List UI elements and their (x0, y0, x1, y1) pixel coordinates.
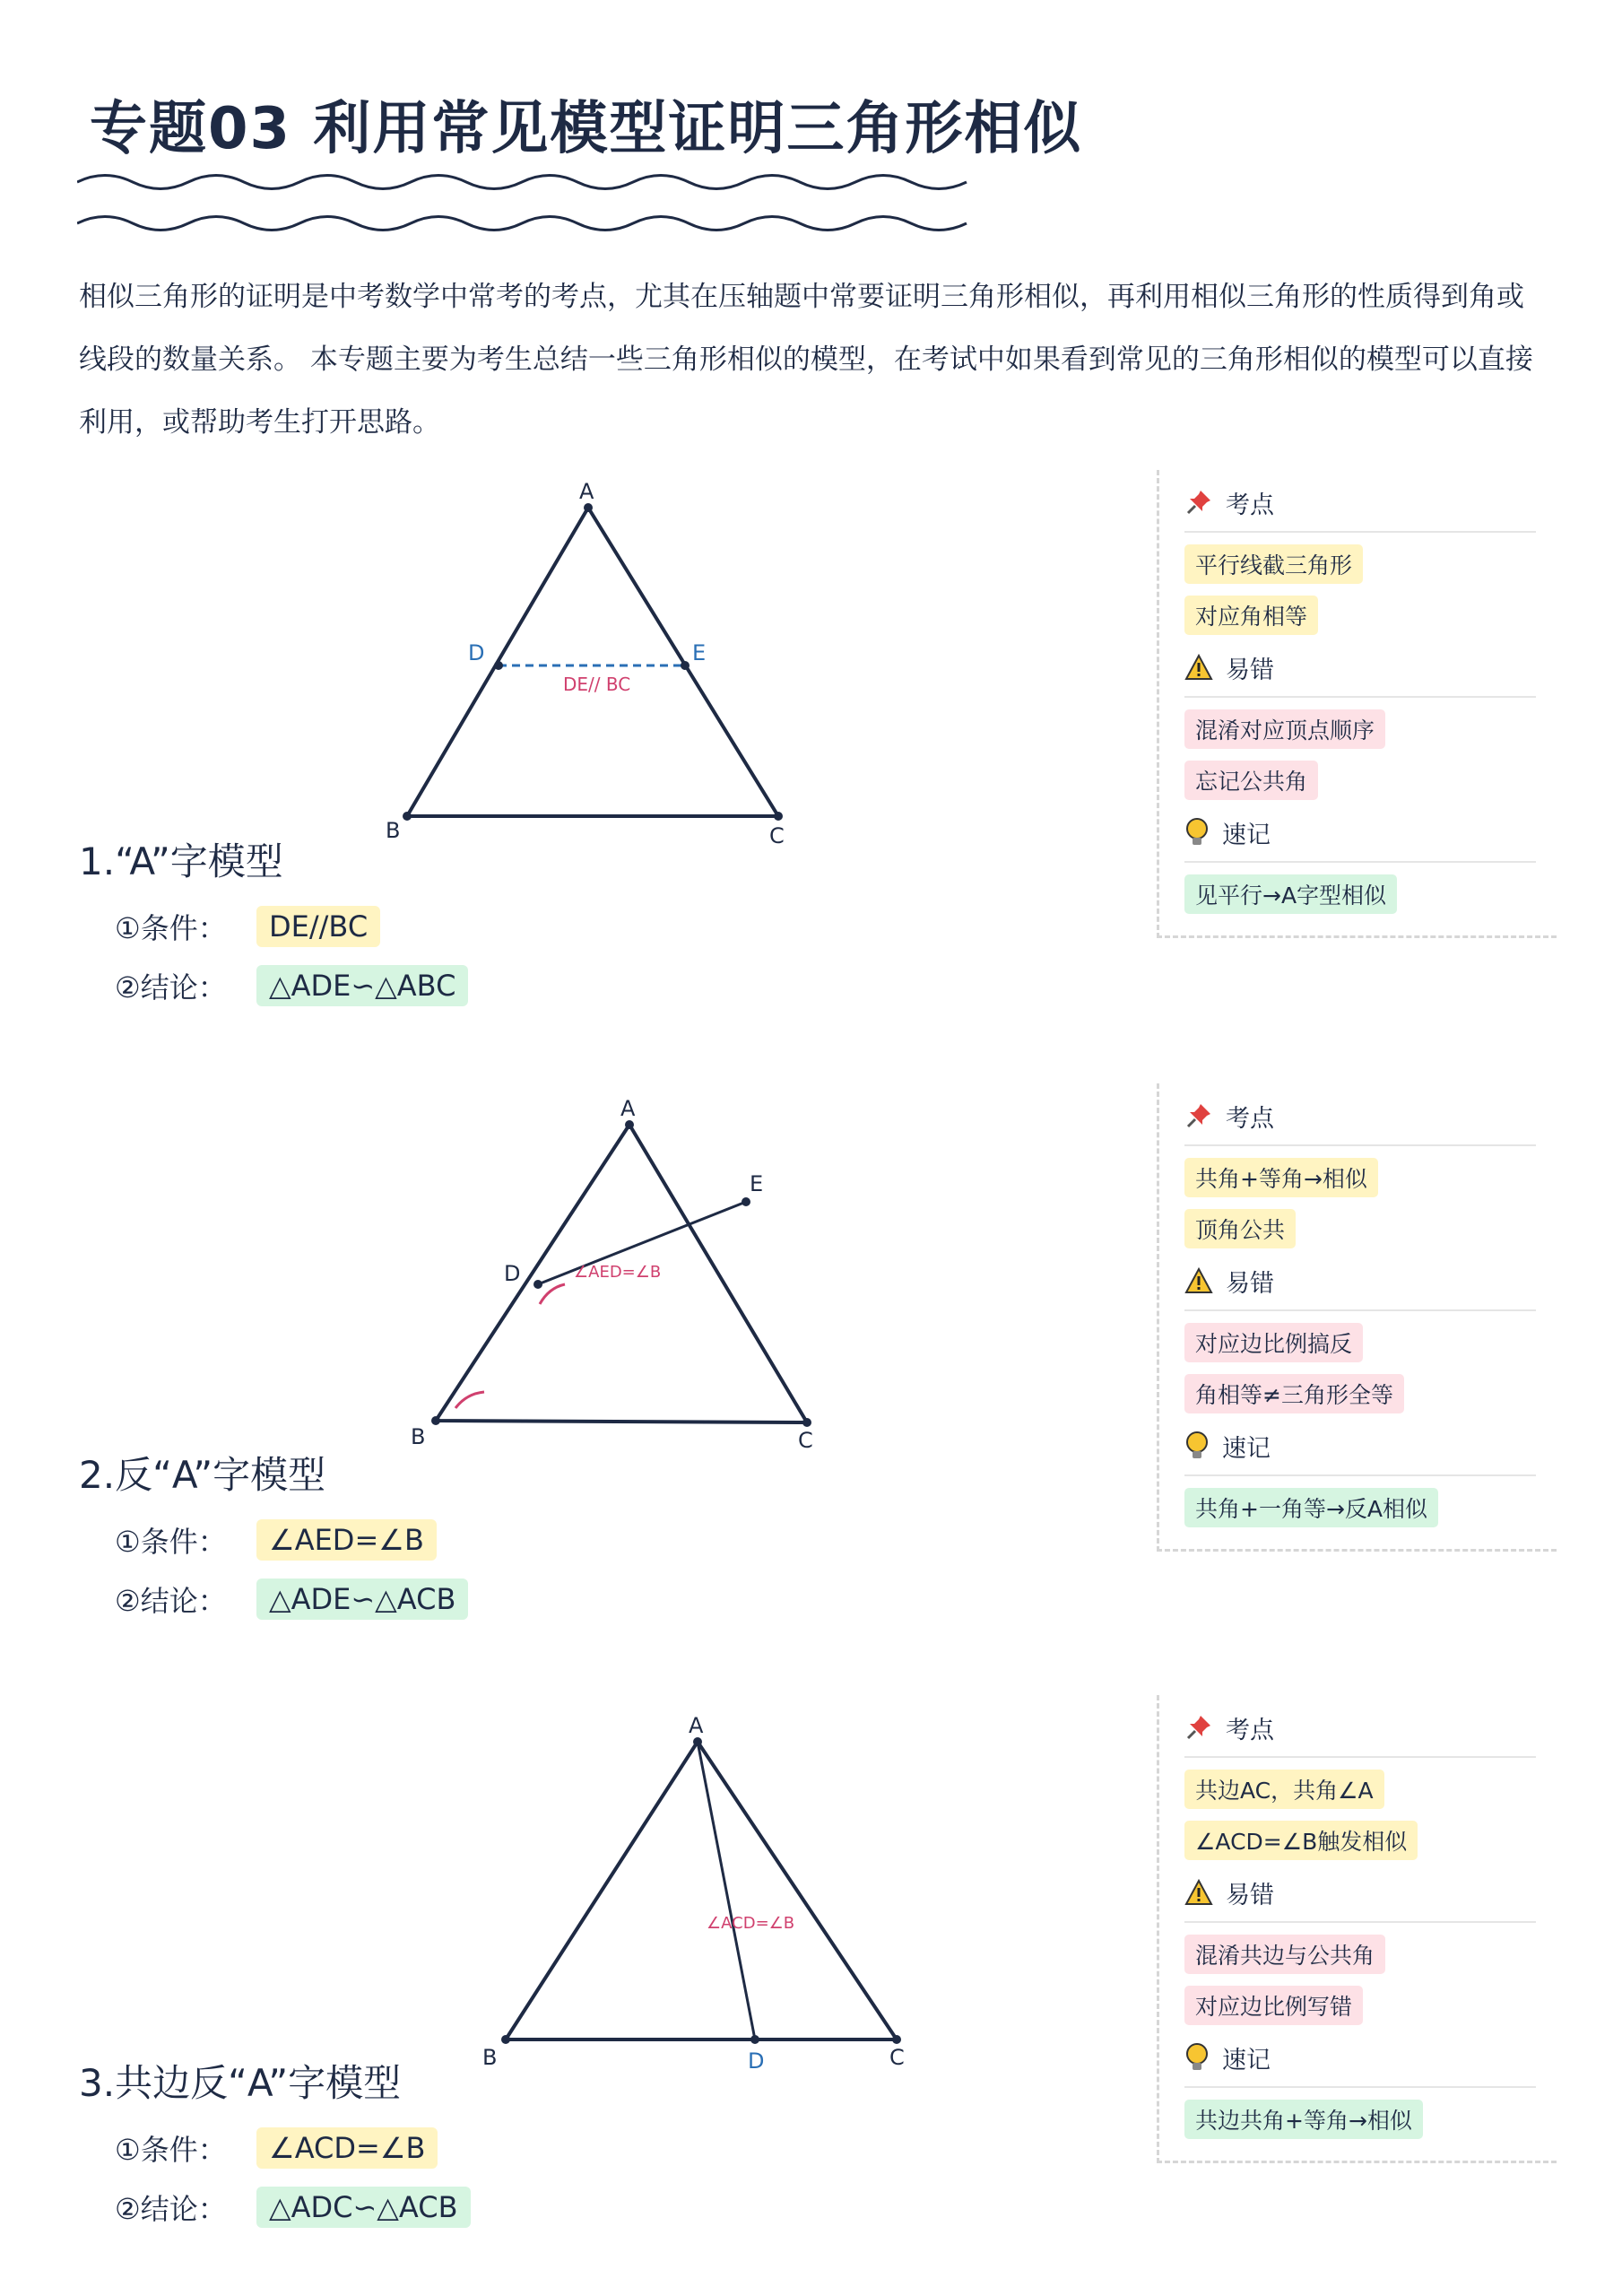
wavy-underline (77, 167, 983, 197)
point-label-c: C (769, 823, 785, 848)
kaodian-item: 共边AC，共角∠A (1184, 1770, 1384, 1809)
point-label-c: C (798, 1428, 813, 1453)
model-1-notes-panel (1157, 470, 1557, 938)
point-label-d: D (468, 640, 485, 665)
wavy-underline (77, 208, 983, 239)
suji-section: 速记 (1184, 2034, 1557, 2081)
point-label-b: B (386, 818, 401, 843)
lightbulb-icon (1184, 817, 1210, 848)
point-label-a: A (579, 479, 594, 504)
figure-annotation: ∠ACD=∠B (707, 1914, 795, 1933)
point-label-e: E (692, 640, 707, 665)
condition-value: ∠ACD=∠B (256, 2127, 438, 2169)
point-label-e: E (750, 1171, 764, 1196)
warning-icon (1184, 1879, 1213, 1906)
kaodian-item: 平行线截三角形 (1184, 544, 1363, 584)
suji-section: 速记 (1184, 1422, 1557, 1469)
conclusion-label: ②结论： (115, 970, 227, 1004)
model-3-heading: 3.共边反“A”字模型 (79, 2061, 402, 2105)
suji-item: 共边共角+等角→相似 (1184, 2100, 1423, 2139)
yicuo-item: 混淆对应顶点顺序 (1184, 709, 1385, 749)
model-3-condition (115, 2127, 438, 2169)
warning-icon (1184, 654, 1213, 681)
model-3-notes-panel (1157, 1695, 1557, 2163)
warning-icon (1184, 1267, 1213, 1294)
condition-label: ①条件： (115, 911, 227, 945)
model-1-heading: 1.“A”字模型 (79, 839, 283, 883)
lightbulb-icon (1184, 1431, 1210, 1461)
conclusion-label: ②结论： (115, 1584, 227, 1618)
condition-label: ①条件： (115, 2133, 227, 2167)
suji-item: 共角+一角等→反A相似 (1184, 1488, 1438, 1527)
kaodian-section: 考点 (1184, 479, 1557, 526)
pushpin-icon (1184, 1713, 1213, 1742)
condition-value: ∠AED=∠B (256, 1519, 437, 1561)
point-label-a: A (620, 1096, 636, 1121)
model-2-heading: 2.反“A”字模型 (79, 1453, 326, 1497)
condition-value: DE//BC (256, 906, 380, 947)
yicuo-item: 对应边比例写错 (1184, 1986, 1363, 2025)
intro-paragraph: 相似三角形的证明是中考数学中常考的考点，尤其在压轴题中常要证明三角形相似，再利用相似三角形的性质得到角或线段的数量关系。 本专题主要为考生总结一些三角形相似的模型，在考试中如果看到常见的三角形相似的模型可以直接利用，或帮助考生打开思路。 (79, 281, 1533, 439)
point-label-a: A (689, 1713, 704, 1738)
kaodian-item: 对应角相等 (1184, 596, 1318, 635)
figure-a-model (359, 475, 825, 852)
point-label-c: C (889, 2045, 905, 2070)
conclusion-label: ②结论： (115, 2192, 227, 2226)
page-title: 专题03 利用常见模型证明三角形相似 (90, 96, 1083, 162)
suji-section: 速记 (1184, 809, 1557, 856)
suji-item: 见平行→A字型相似 (1184, 874, 1397, 914)
kaodian-item: 顶角公共 (1184, 1209, 1296, 1248)
conclusion-value: △ADC∽△ACB (256, 2187, 471, 2228)
pushpin-icon (1184, 1101, 1213, 1130)
model-2-conclusion (115, 1578, 468, 1620)
yicuo-item: 忘记公共角 (1184, 761, 1318, 800)
conclusion-value: △ADE∽△ABC (256, 965, 468, 1006)
figure-annotation: ∠AED=∠B (574, 1263, 662, 1282)
figure-annotation: DE// BC (563, 674, 631, 695)
yicuo-section: 易错 (1184, 1869, 1557, 1916)
model-2-notes-panel (1157, 1083, 1557, 1552)
point-label-d: D (748, 2048, 765, 2074)
model-2-condition (115, 1519, 437, 1561)
conclusion-value: △ADE∽△ACB (256, 1578, 468, 1620)
yicuo-item: 对应边比例搞反 (1184, 1323, 1363, 1362)
figure-shared-side-model (466, 1704, 932, 2081)
pushpin-icon (1184, 488, 1213, 517)
kaodian-section: 考点 (1184, 1092, 1557, 1139)
condition-label: ①条件： (115, 1525, 227, 1559)
kaodian-item: ∠ACD=∠B触发相似 (1184, 1821, 1418, 1860)
model-3-conclusion (115, 2187, 471, 2228)
yicuo-section: 易错 (1184, 644, 1557, 691)
model-1-condition (115, 906, 380, 947)
yicuo-item: 角相等≠三角形全等 (1184, 1374, 1404, 1413)
yicuo-item: 混淆共边与公共角 (1184, 1935, 1385, 1974)
model-1-conclusion (115, 965, 468, 1006)
lightbulb-icon (1184, 2042, 1210, 2073)
point-label-b: B (411, 1424, 426, 1449)
kaodian-section: 考点 (1184, 1704, 1557, 1751)
yicuo-section: 易错 (1184, 1257, 1557, 1304)
figure-reverse-a-model (395, 1085, 843, 1462)
point-label-d: D (504, 1261, 521, 1286)
point-label-b: B (482, 2045, 498, 2070)
kaodian-item: 共角+等角→相似 (1184, 1158, 1378, 1197)
